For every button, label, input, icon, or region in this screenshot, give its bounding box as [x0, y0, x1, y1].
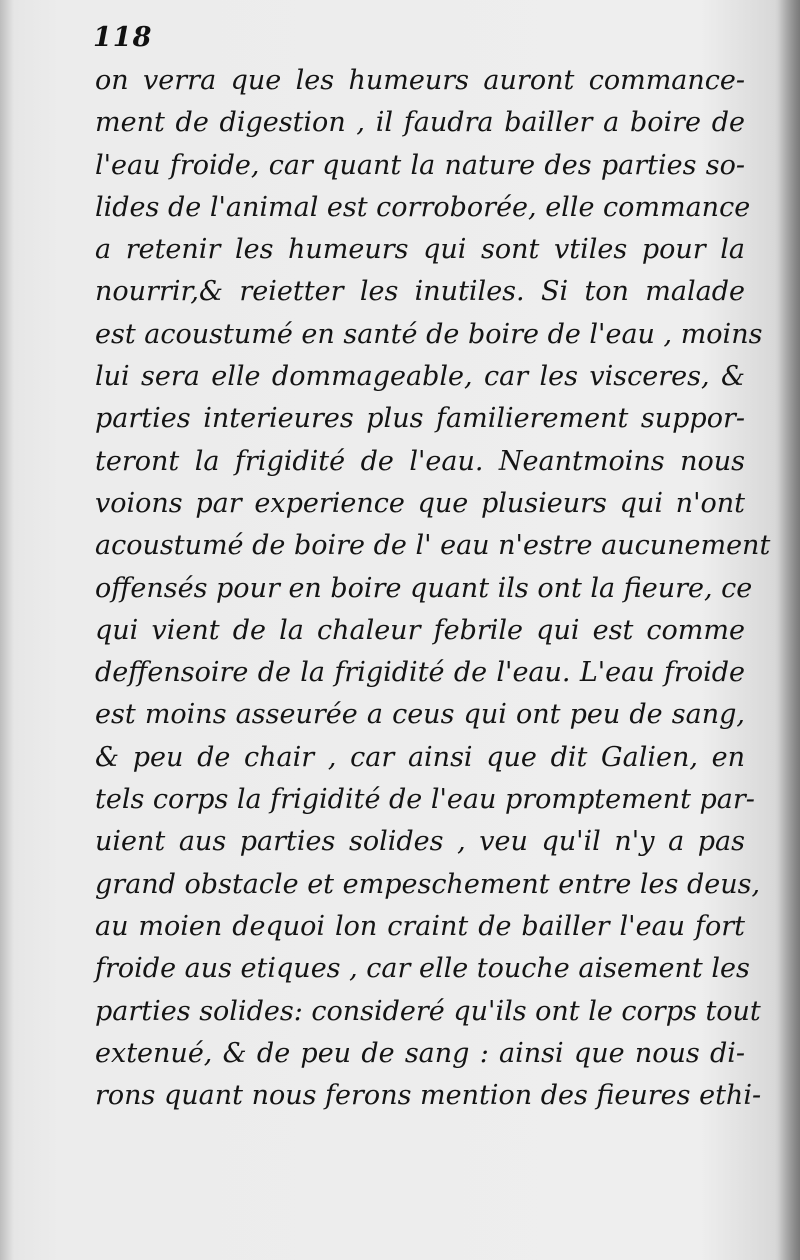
- text-line: extenué, & de peu de sang : ainsi que nous di-: [95, 1037, 745, 1069]
- page-edge-shadow: [778, 0, 800, 1260]
- text-line: qui vient de la chaleur febrile qui est comme: [95, 614, 745, 646]
- text-line: l'eau froide, car quant la nature des parties so-: [95, 149, 745, 181]
- text-line: offensés pour en boire quant ils ont la fieure, ce: [95, 572, 753, 604]
- text-line: parties interieures plus familierement suppor-: [95, 403, 745, 435]
- text-line: & peu de chair , car ainsi que dit Galien, en: [95, 741, 745, 773]
- body-text: [95, 60, 771, 1117]
- page-number: 118: [93, 22, 153, 53]
- text-line: uient aus parties solides , veu qu'il n'y a pas: [95, 826, 745, 858]
- text-line: teront la frigidité de l'eau. Neantmoins nous: [95, 445, 745, 477]
- text-line: au moien dequoi lon craint de bailler l'eau fort: [95, 910, 745, 942]
- text-line: est moins asseurée a ceus qui ont peu de sang,: [95, 699, 745, 731]
- text-line: lides de l'animal est corroborée, elle commance: [95, 191, 751, 223]
- text-line: lui sera elle dommageable, car les visceres, &: [95, 361, 745, 393]
- text-line: rons quant nous ferons mention des fieures ethi-: [95, 1080, 762, 1112]
- text-line: ment de digestion , il faudra bailler a boire de: [95, 107, 745, 139]
- text-line: tels corps la frigidité de l'eau promptement par-: [95, 784, 755, 816]
- text-line: grand obstacle et empeschement entre les deus,: [95, 868, 761, 900]
- text-line: froide aus etiques , car elle touche aisement les: [95, 953, 750, 985]
- text-line: deffensoire de la frigidité de l'eau. L'eau froide: [95, 657, 745, 689]
- text-line: parties solides: consideré qu'ils ont le corps tout: [95, 995, 761, 1027]
- text-line: est acoustumé en santé de boire de l'eau , moins: [95, 318, 763, 350]
- text-line: a retenir les humeurs qui sont vtiles pour la: [95, 234, 745, 266]
- text-line: voions par experience que plusieurs qui n'ont: [95, 487, 745, 519]
- text-line: nourrir,& reietter les inutiles. Si ton malade: [95, 276, 745, 308]
- text-line: on verra que les humeurs auront commance-: [95, 65, 745, 96]
- text-line: acoustumé de boire de l' eau n'estre aucunement: [95, 530, 771, 562]
